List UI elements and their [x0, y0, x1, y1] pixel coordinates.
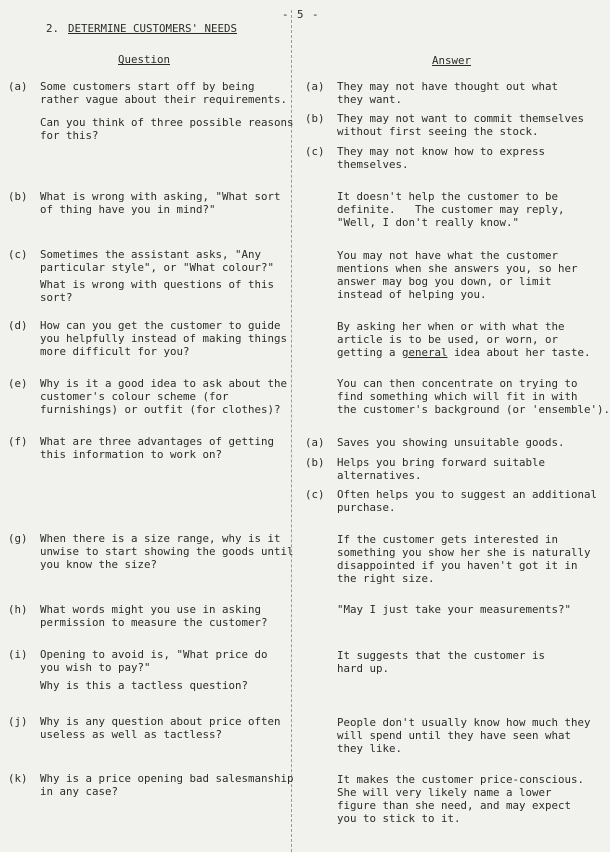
question-line: particular style", or "What colour?": [40, 261, 275, 274]
question-line: you know the size?: [40, 558, 158, 571]
answer-line: will spend until they have seen what: [337, 729, 572, 742]
question-line: How can you get the customer to guide: [40, 319, 281, 332]
question-line: Can you think of three possible reasons: [40, 116, 294, 129]
question-label: (f): [8, 435, 28, 448]
question-line: sort?: [40, 291, 73, 304]
answer-line: "May I just take your measurements?": [337, 603, 572, 616]
answer-line: answer may bog you down, or limit: [337, 275, 552, 288]
question-line: permission to measure the customer?: [40, 616, 268, 629]
question-line: Some customers start off by being: [40, 80, 255, 93]
answer-line: If the customer gets interested in: [337, 533, 559, 546]
question-line: for this?: [40, 129, 99, 142]
answer-line: purchase.: [337, 501, 396, 514]
answer-line: By asking her when or with what the: [337, 320, 565, 333]
answer-line: they want.: [337, 93, 403, 106]
answer-line: the customer's background (or 'ensemble').: [337, 403, 610, 416]
answer-line: alternatives.: [337, 469, 422, 482]
answer-line: they like.: [337, 742, 403, 755]
answer-line: It doesn't help the customer to be: [337, 190, 559, 203]
question-label: (c): [8, 248, 28, 261]
question-line: Why is a price opening bad salesmanship: [40, 772, 294, 785]
question-header: Question: [118, 53, 171, 66]
question-label: (g): [8, 532, 28, 545]
answer-line: disappointed if you haven't got it in: [337, 559, 578, 572]
answer-line: definite. The customer may reply,: [337, 203, 565, 216]
answer-line: They may not know how to express: [337, 145, 546, 158]
question-line: What words might you use in asking: [40, 603, 262, 616]
question-label: (i): [8, 648, 28, 661]
question-label: (e): [8, 377, 28, 390]
question-line: Why is any question about price often: [40, 715, 281, 728]
question-line: more difficult for you?: [40, 345, 190, 358]
answer-line: It makes the customer price-conscious.: [337, 773, 585, 786]
answer-line: getting a general idea about her taste.: [337, 346, 591, 359]
question-label: (k): [8, 772, 28, 785]
answer-line: figure than she need, and may expect: [337, 799, 572, 812]
answer-line: Often helps you to suggest an additional: [337, 488, 598, 501]
answer-label: (b): [305, 112, 325, 125]
answer-header: Answer: [432, 54, 472, 67]
question-label: (a): [8, 80, 28, 93]
answer-line: themselves.: [337, 158, 409, 171]
question-line: When there is a size range, why is it: [40, 532, 281, 545]
question-label: (d): [8, 319, 28, 332]
answer-label: (c): [305, 488, 325, 501]
answer-line: mentions when she answers you, so her: [337, 262, 578, 275]
answer-label: (b): [305, 456, 325, 469]
question-line: furnishings) or outfit (for clothes)?: [40, 403, 281, 416]
answer-line: They may not have thought out what: [337, 80, 559, 93]
question-label: (h): [8, 603, 28, 616]
answer-line: People don't usually know how much they: [337, 716, 591, 729]
question-label: (j): [8, 715, 28, 728]
answer-line: You can then concentrate on trying to: [337, 377, 578, 390]
answer-line: hard up.: [337, 662, 390, 675]
answer-line: They may not want to commit themselves: [337, 112, 585, 125]
answer-line: find something which will fit in with: [337, 390, 578, 403]
page-number: - 5 -: [282, 8, 320, 21]
answer-line: Helps you bring forward suitable: [337, 456, 546, 469]
question-line: Opening to avoid is, "What price do: [40, 648, 268, 661]
question-line: you wish to pay?": [40, 661, 151, 674]
question-line: useless as well as tactless?: [40, 728, 223, 741]
question-line: rather vague about their requirements.: [40, 93, 288, 106]
answer-label: (c): [305, 145, 325, 158]
question-line: this information to work on?: [40, 448, 223, 461]
answer-line: something you show her she is naturally: [337, 546, 591, 559]
answer-line: instead of helping you.: [337, 288, 487, 301]
question-line: you helpfully instead of making things: [40, 332, 288, 345]
answer-line: "Well, I don't really know.": [337, 216, 520, 229]
question-line: customer's colour scheme (for: [40, 390, 229, 403]
question-line: unwise to start showing the goods until: [40, 545, 294, 558]
answer-line: the right size.: [337, 572, 435, 585]
answer-line: It suggests that the customer is: [337, 649, 546, 662]
section-number: 2.: [46, 22, 60, 35]
column-divider: [291, 10, 292, 852]
answer-line: you to stick to it.: [337, 812, 461, 825]
question-line: What is wrong with asking, "What sort: [40, 190, 281, 203]
question-line: What are three advantages of getting: [40, 435, 275, 448]
answer-label: (a): [305, 436, 325, 449]
question-line: in any case?: [40, 785, 119, 798]
question-line: Why is this a tactless question?: [40, 679, 249, 692]
question-line: Sometimes the assistant asks, "Any: [40, 248, 262, 261]
answer-line: article is to be used, or worn, or: [337, 333, 559, 346]
answer-line: You may not have what the customer: [337, 249, 559, 262]
question-line: of thing have you in mind?": [40, 203, 216, 216]
answer-line: Saves you showing unsuitable goods.: [337, 436, 565, 449]
question-line: Why is it a good idea to ask about the: [40, 377, 288, 390]
question-label: (b): [8, 190, 28, 203]
answer-line: She will very likely name a lower: [337, 786, 552, 799]
question-line: What is wrong with questions of this: [40, 278, 275, 291]
answer-line: without first seeing the stock.: [337, 125, 539, 138]
section-title: DETERMINE CUSTOMERS' NEEDS: [68, 22, 238, 35]
answer-label: (a): [305, 80, 325, 93]
